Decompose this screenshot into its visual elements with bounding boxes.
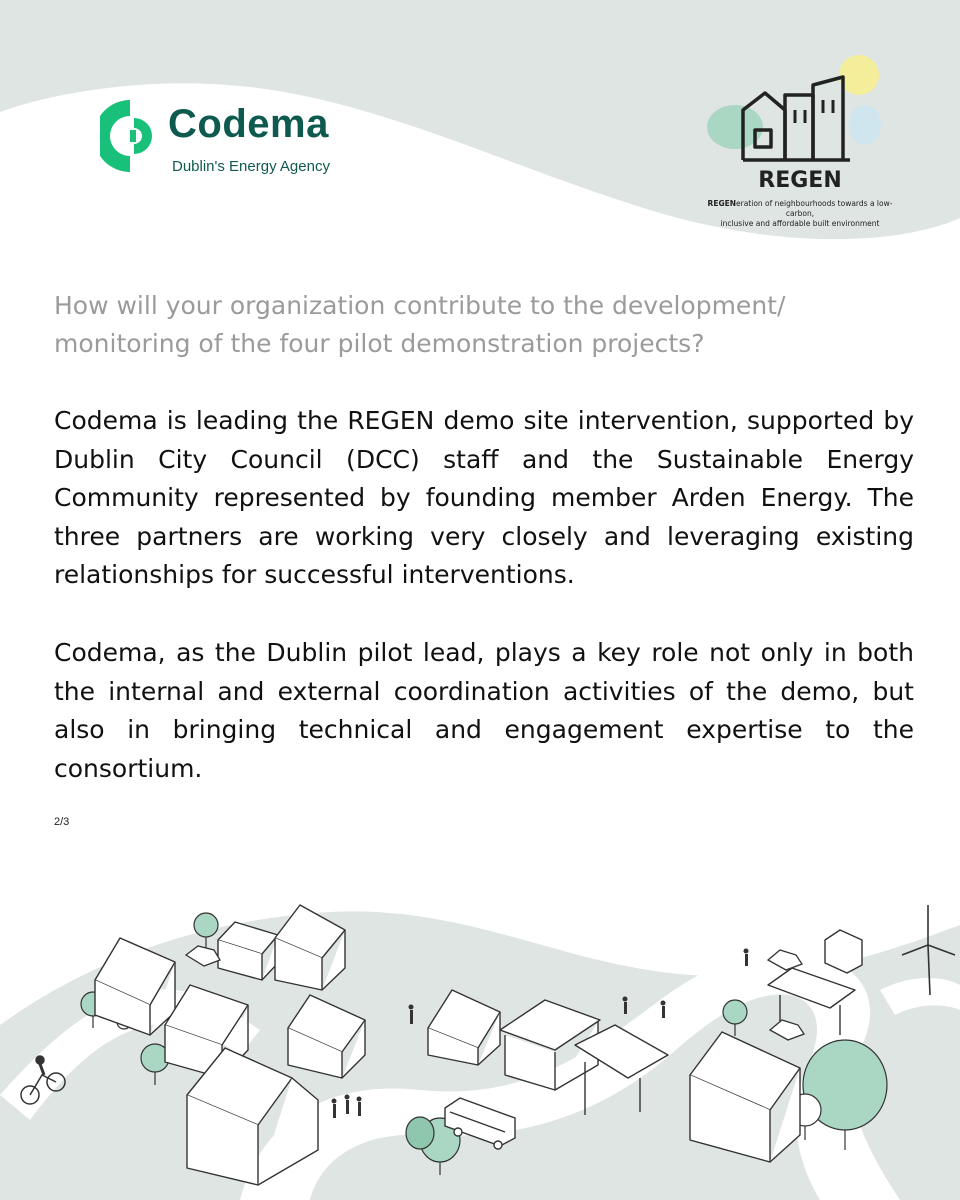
houses: [95, 905, 862, 1185]
codema-c-logo-icon: [100, 96, 160, 176]
codema-wordmark: Codema: [168, 102, 329, 146]
codema-logo: [100, 96, 360, 180]
regen-tagline: [695, 199, 905, 229]
regen-tagline-rest: eration of neighbourhoods towards a low-carbon,: [736, 199, 893, 218]
codema-subtitle: Dublin's Energy Agency: [172, 158, 330, 175]
page-indicator: 2/3: [54, 816, 70, 828]
regen-tagline-bold: REGEN: [707, 199, 737, 208]
regen-logo: [695, 55, 905, 230]
regen-tagline-line2: inclusive and affordable built environment: [720, 219, 880, 228]
regen-buildings-logo-icon: [695, 55, 905, 170]
answer-paragraph-2: Codema, as the Dublin pilot lead, plays a key role not only in both the internal and external coordination activities of the demo, but also in bringing technical and engagement expertise to the consortium.: [54, 638, 914, 783]
neighbourhood-illustration: [0, 870, 960, 1200]
regen-wordmark: REGEN: [758, 168, 842, 193]
question-heading: How will your organization contribute to the development/ monitoring of the four pilot demonstration projects?: [54, 291, 786, 358]
answer-paragraph-1: Codema is leading the REGEN demo site intervention, supported by Dublin City Council (DCC) staff and the Sustainable Energy Community represented by founding member Arden Energy. The three partners are working very closely and leveraging existing relationships for successful interventions.: [54, 406, 914, 589]
